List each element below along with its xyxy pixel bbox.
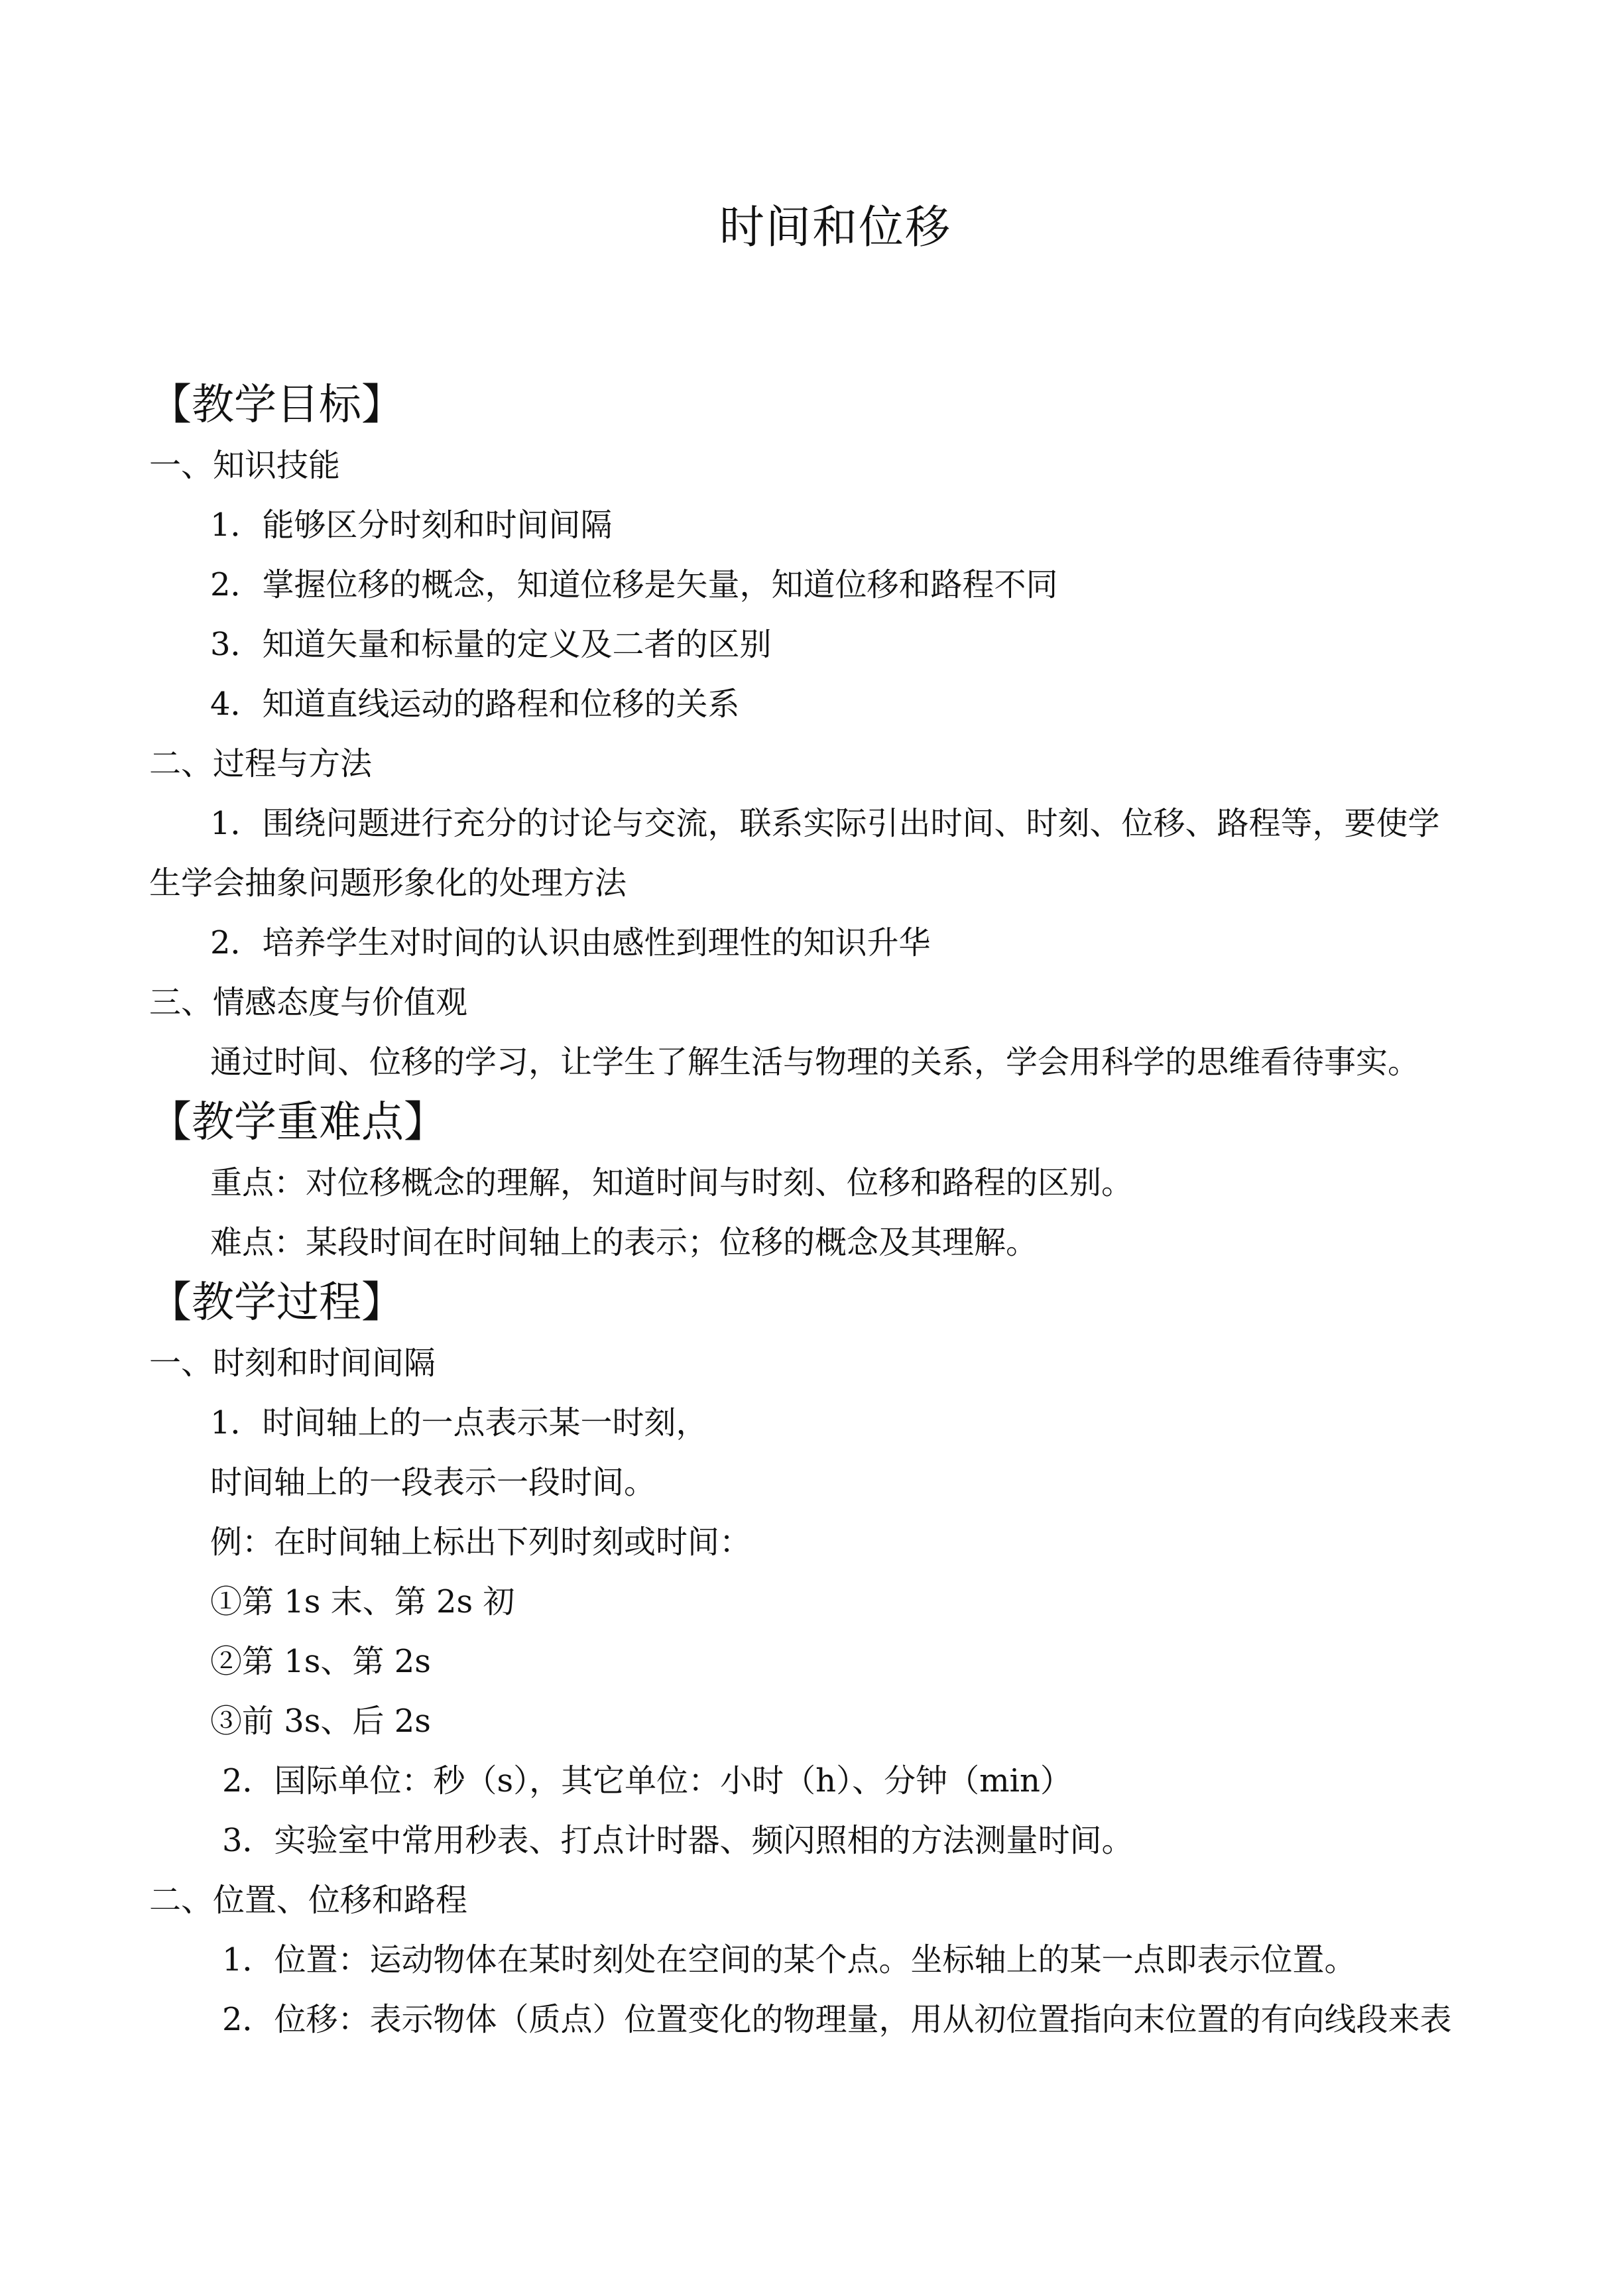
knowledge-skills-heading: 一、知识技能: [149, 447, 341, 484]
knowledge-item-4: 4．知道直线运动的路程和位移的关系: [210, 686, 740, 723]
process-method-heading: 二、过程与方法: [149, 745, 373, 782]
time-item-3: 3．实验室中常用秒表、打点计时器、频闪照相的方法测量时间。: [222, 1822, 1134, 1859]
process-item-2: 2．培养学生对时间的认识由感性到理性的知识升华: [210, 924, 931, 961]
attitude-heading: 三、情感态度与价值观: [149, 984, 468, 1021]
knowledge-item-1: 1．能够区分时刻和时间间隔: [210, 507, 613, 544]
position-item-1: 1．位置：运动物体在某时刻处在空间的某个点。坐标轴上的某一点即表示位置。: [222, 1941, 1356, 1978]
time-item-2: 2．国际单位：秒（s），其它单位：小时（h）、分钟（min）: [222, 1762, 1072, 1799]
key-difficult-heading: 【教学重难点】: [149, 1098, 446, 1147]
goals-heading: 【教学目标】: [149, 381, 404, 430]
time-example-2: ②第 1s、第 2s: [210, 1643, 431, 1680]
knowledge-item-3: 3．知道矢量和标量的定义及二者的区别: [210, 626, 772, 663]
attitude-text: 通过时间、位移的学习，让学生了解生活与物理的关系，学会用科学的思维看待事实。: [210, 1044, 1420, 1081]
teaching-process-heading: 【教学过程】: [149, 1278, 404, 1327]
position-item-2: 2．位移：表示物体（质点）位置变化的物理量，用从初位置指向末位置的有向线段来表: [222, 2001, 1452, 2038]
knowledge-item-2: 2．掌握位移的概念，知道位移是矢量，知道位移和路程不同: [210, 566, 1058, 603]
document-title: 时间和位移: [719, 202, 951, 254]
key-point: 重点：对位移概念的理解，知道时间与时刻、位移和路程的区别。: [210, 1164, 1134, 1201]
time-item-1b: 时间轴上的一段表示一段时间。: [210, 1464, 656, 1501]
time-item-1: 1．时间轴上的一点表示某一时刻，: [210, 1404, 708, 1441]
time-example: 例：在时间轴上标出下列时刻或时间：: [210, 1524, 752, 1561]
time-example-1: ①第 1s 末、第 2s 初: [210, 1583, 515, 1620]
document-body: [149, 375, 1488, 2049]
process-item-1-line-2: 生学会抽象问题形象化的处理方法: [149, 865, 627, 902]
time-interval-heading: 一、时刻和时间间隔: [149, 1345, 436, 1382]
difficult-point: 难点：某段时间在时间轴上的表示；位移的概念及其理解。: [210, 1224, 1038, 1261]
time-example-3: ③前 3s、后 2s: [210, 1703, 431, 1740]
process-item-1-line-1: 1．围绕问题进行充分的讨论与交流，联系实际引出时间、时刻、位移、路程等，要使学: [210, 805, 1440, 842]
position-displacement-heading: 二、位置、位移和路程: [149, 1882, 468, 1919]
